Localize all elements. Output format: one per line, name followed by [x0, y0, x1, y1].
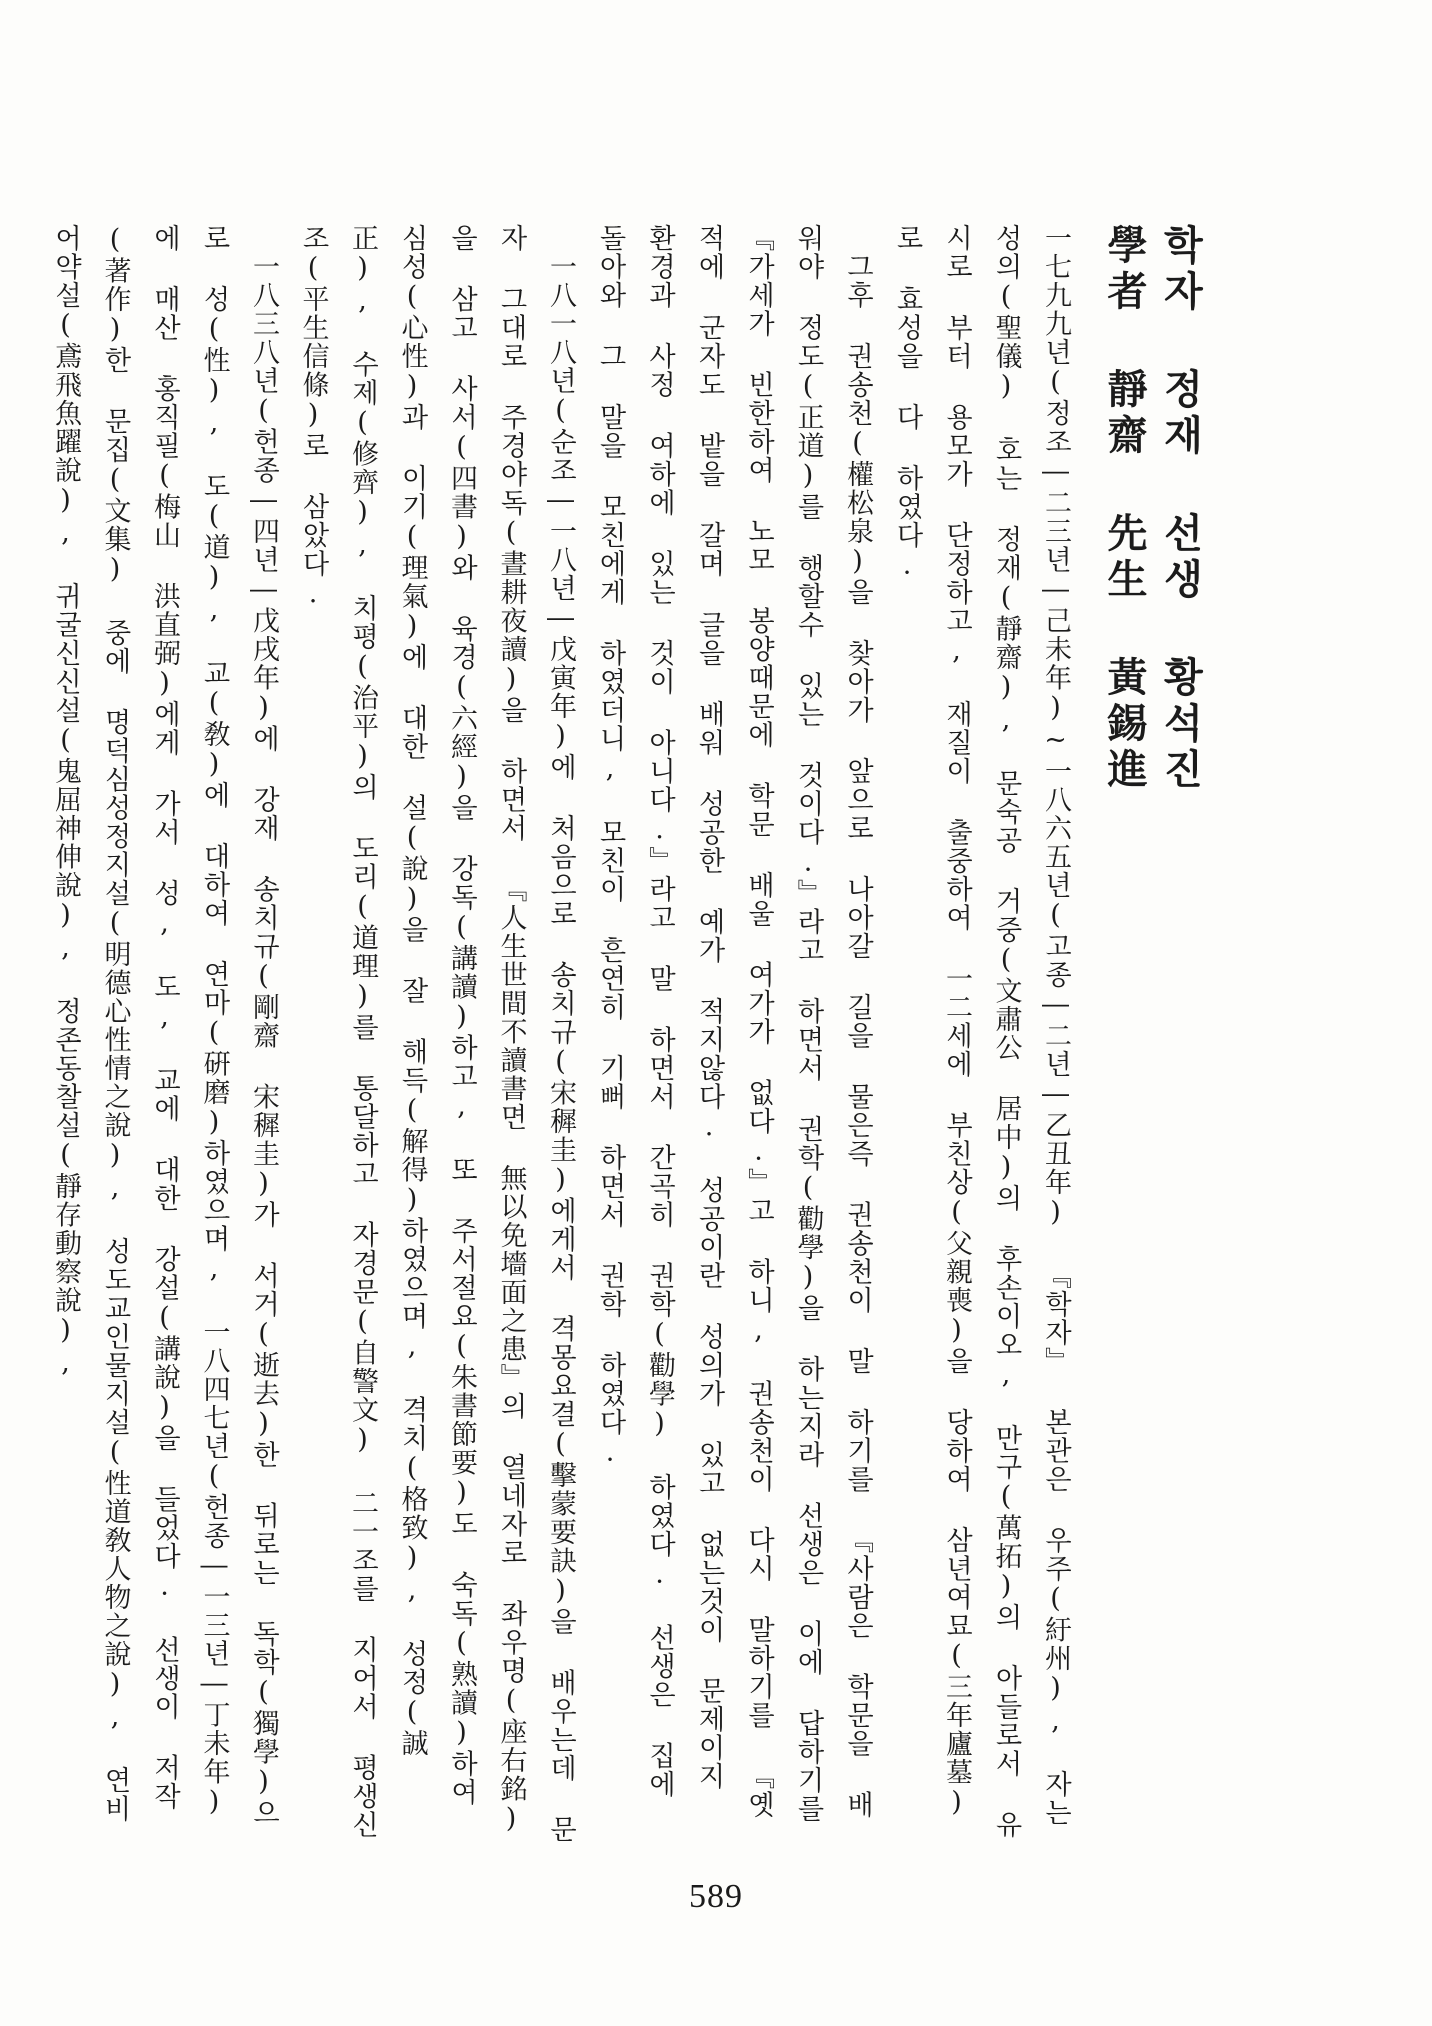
title-hanja: 學者 靜齋 先生 黃錫進	[1101, 224, 1147, 794]
body-text	[41, 224, 1081, 1844]
paragraph-4: 一八三八년(헌종―四년―戊戌年)에 강재 송치규(剛齋 宋穉圭)가 서거(逝去)한 뒤로는 독학(獨學)으로 성(性), 도(道), 교(敎)에 대하여 연마(硏磨)하였으며, 一八四七년(헌종―一三년―丁未年)에 매산 홍직필(梅山 洪直弼)에게 가서 성, 도, 교에 대한 강설(講說)을 들었다. 선생이 저작(著作)한 문집(文集) 중에 명덕심성정지설(明德心性情之說), 성도교인물지설(性道敎人物之說), 연비어약설(鳶飛魚躍說), 귀굴신신설(鬼屈神伸說), 정존동찰설(靜存動察說),	[50, 224, 279, 1827]
article-title	[1096, 224, 1208, 924]
title-korean: 학자 정재 선생 황석진	[1157, 224, 1203, 794]
paragraph-3: 一八一八년(순조―一八년―戊寅年)에 처음으로 송치규(宋穉圭)에게서 격몽요결(擊蒙要訣)을 배우는데 문자 그대로 주경야독(晝耕夜讀)을 하면서 『人生世間不讀書면 無以免墻面之患』의 열네자로 좌우명(座右銘)을 삼고 사서(四書)와 육경(六經)을 강독(講讀)하고, 또 주서절요(朱書節要)도 숙독(熟讀)하여 심성(心性)과 이기(理氣)에 대한 설(說)을 잘 해득(解得)하였으며, 격치(格致), 성정(誠正), 수제(修齊), 치평(治平)의 도리(道理)를 통달하고 자경문(自警文) 二一조를 지어서 평생신조(平生信條)로 삼았다.	[297, 224, 576, 1844]
paragraph-1: 一七九九년(정조―二三년―己未年)~一八六五년(고종―二년―乙丑年) 『학자』 본관은 우주(紆州), 자는 성의(聖儀) 호는 정재(靜齋), 문숙공 거중(文肅公 居中)의 후손이오, 만구(萬拓)의 아들로서 유시로 부터 용모가 단정하고, 재질이 출중하여 一二세에 부친상(父親喪)을 당하여 삼년여묘(三年廬墓)로 효성을 다 하였다.	[891, 224, 1071, 1839]
page-number: 589	[689, 1878, 743, 1915]
paragraph-2: 그후 권송천(權松泉)을 찾아가 앞으로 나아갈 길을 물은즉 권송천이 말 하기를 『사람은 학문을 배워야 정도(正道)를 행할수 있는 것이다.』라고 하면서 권학(勸學)을 하는지라 선생은 이에 답하기를 『가세가 빈한하여 노모 봉양때문에 학문 배울 여가가 없다.』고 하니, 권송천이 다시 말하기를 『옛적에 군자도 밭을 갈며 글을 배워 성공한 예가 적지않다. 성공이란 성의가 있고 없는것이 문제이지 환경과 사정 여하에 있는 것이 아니다.』라고 말 하면서 간곡히 권학(勸學) 하였다. 선생은 집에 돌아와 그 말을 모친에게 하였더니, 모친이 흔연히 기뻐 하면서 권학 하였다.	[594, 224, 873, 1823]
